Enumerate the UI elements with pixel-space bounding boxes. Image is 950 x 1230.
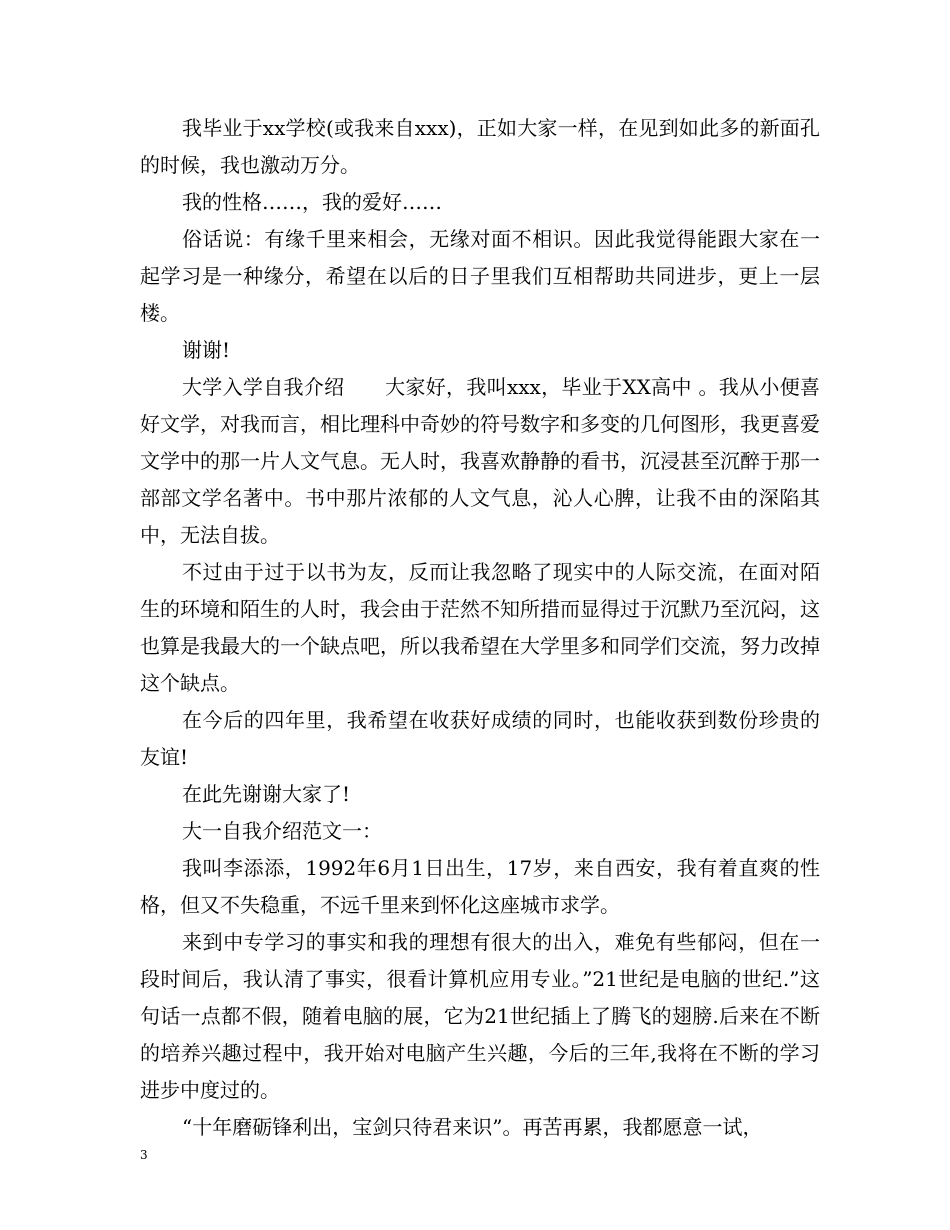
paragraph: 我叫李添添，1992年6月1日出生，17岁，来自西安，我有着直爽的性格，但又不失稳重，不远千里来到怀化这座城市求学。 [140, 856, 820, 917]
paragraph: 大学入学自我介绍 大家好，我叫xxx，毕业于XX高中 。我从小便喜好文学，对我而言，相比理科中奇妙的符号数字和多变的几何图形，我更喜爱文学中的那一片人文气息。无人时，我喜欢静静的看书，沉浸甚至沉醉于那一部部文学名著中。书中那片浓郁的人文气息，沁人心脾，让我不由的深陷其中，无法自拔。 [140, 375, 820, 547]
body-text [140, 110, 820, 1146]
paragraph: 我毕业于xx学校(或我来自xxx)，正如大家一样，在见到如此多的新面孔的时候，我也激动万分。 [140, 116, 820, 177]
page-number: 3 [140, 1148, 148, 1162]
paragraph: 大一自我介绍范文一： [182, 819, 382, 843]
paragraph: 来到中专学习的事实和我的理想有很大的出入，难免有些郁闷，但在一段时间后，我认清了事实，很看计算机应用专业。”21世纪是电脑的世纪.”这句话一点都不假，随着电脑的展，它为21世纪插上了腾飞的翅膀.后来在不断的培养兴趣过程中，我开始对电脑产生兴趣，今后的三年,我将在不断的学习进步中度过的。 [140, 930, 820, 1102]
paragraph: 在今后的四年里，我希望在收获好成绩的同时，也能收获到数份珍贵的友谊! [140, 708, 820, 769]
paragraph: 我的性格……，我的爱好…… [182, 190, 442, 214]
paragraph: “十年磨砺锋利出，宝剑只待君来识”。再苦再累，我都愿意一试， [182, 1115, 763, 1139]
paragraph: 俗话说：有缘千里来相会，无缘对面不相识。因此我觉得能跟大家在一起学习是一种缘分，希望在以后的日子里我们互相帮助共同进步，更上一层楼。 [140, 227, 820, 325]
paragraph: 不过由于过于以书为友，反而让我忽略了现实中的人际交流，在面对陌生的环境和陌生的人时，我会由于茫然不知所措而显得过于沉默乃至沉闷，这也算是我最大的一个缺点吧，所以我希望在大学里多和同学们交流，努力改掉这个缺点。 [140, 560, 820, 695]
paragraph: 在此先谢谢大家了! [182, 782, 351, 806]
paragraph: 谢谢! [182, 338, 231, 362]
